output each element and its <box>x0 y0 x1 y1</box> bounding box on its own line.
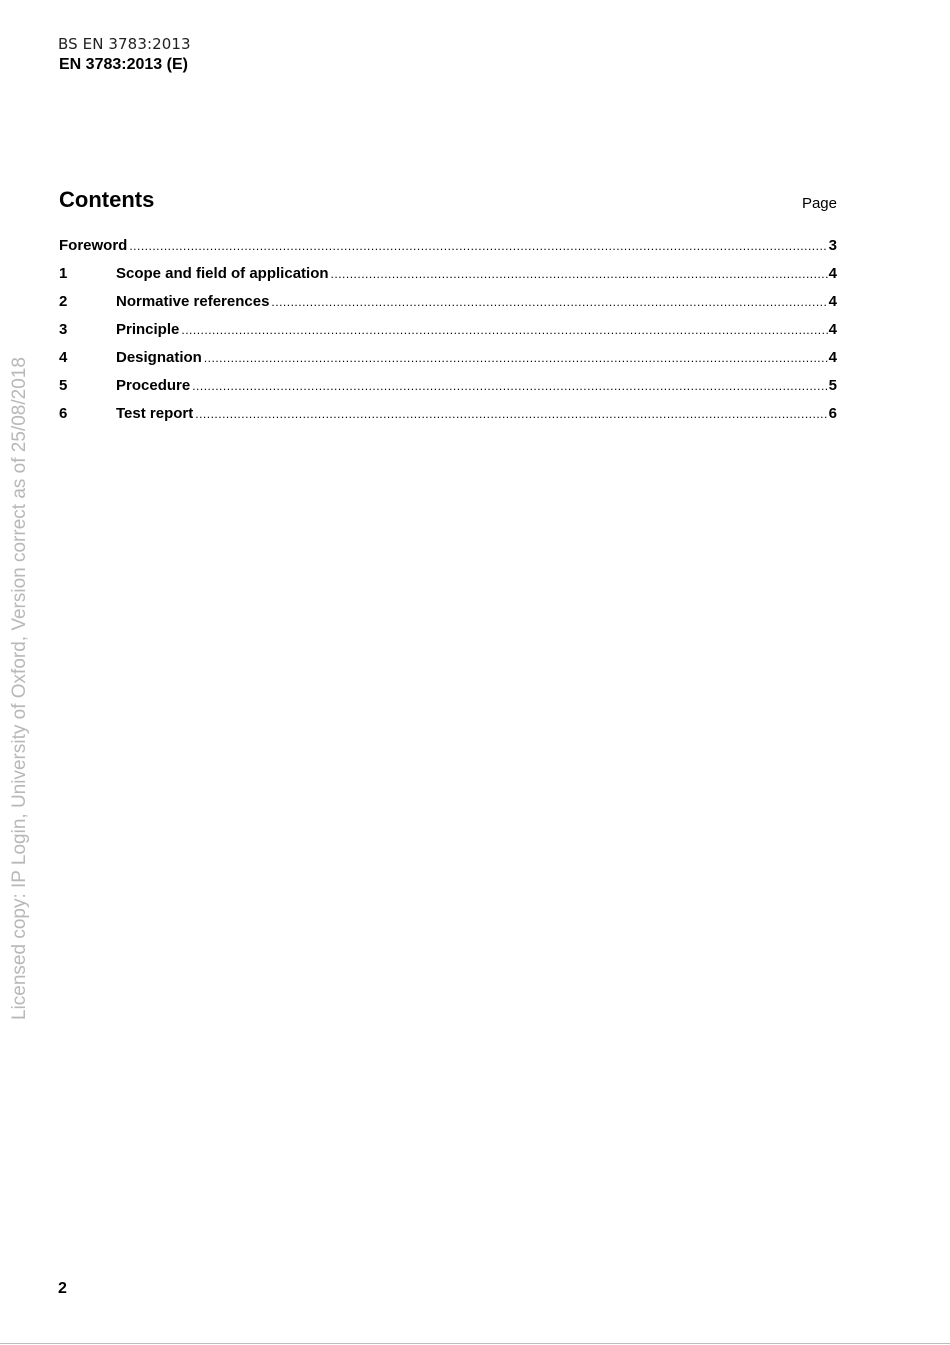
toc-entry-page: 4 <box>828 293 837 310</box>
toc-entry-page: 4 <box>828 349 837 366</box>
toc-entry-title: Test report <box>116 405 194 422</box>
table-of-contents <box>59 237 837 433</box>
toc-entry-procedure[interactable] <box>59 377 837 405</box>
toc-entry-designation[interactable] <box>59 349 837 377</box>
toc-entry-page: 6 <box>828 405 837 422</box>
toc-entry-number: 6 <box>59 405 68 422</box>
toc-entry-foreword[interactable] <box>59 237 837 265</box>
toc-dot-leader <box>195 407 827 421</box>
toc-entry-title: Scope and field of application <box>116 265 329 282</box>
toc-entry-page: 4 <box>828 321 837 338</box>
toc-entry-normative-references[interactable] <box>59 293 837 321</box>
en-identifier: EN 3783:2013 (E) <box>59 56 188 73</box>
toc-dot-leader <box>331 267 828 281</box>
standard-identifier: BS EN 3783:2013 <box>58 35 191 53</box>
toc-entry-number: 4 <box>59 349 68 366</box>
toc-entry-title: Procedure <box>116 377 191 394</box>
toc-entry-number: 5 <box>59 377 68 394</box>
toc-entry-principle[interactable] <box>59 321 837 349</box>
toc-entry-page: 3 <box>828 237 837 254</box>
toc-dot-leader <box>129 239 827 253</box>
toc-entry-page: 4 <box>828 265 837 282</box>
toc-entry-title: Principle <box>116 321 180 338</box>
toc-dot-leader <box>181 323 827 337</box>
toc-entry-title: Normative references <box>116 293 270 310</box>
toc-entry-number: 2 <box>59 293 68 310</box>
license-watermark: Licensed copy: IP Login, University of Oxford, Version correct as of 25/08/2018 <box>9 357 30 1020</box>
toc-dot-leader <box>192 379 827 393</box>
page-column-label: Page <box>801 195 837 212</box>
toc-entry-number: 1 <box>59 265 68 282</box>
toc-entry-title: Designation <box>116 349 202 366</box>
toc-entry-number: 3 <box>59 321 68 338</box>
toc-entry-page: 5 <box>828 377 837 394</box>
toc-dot-leader <box>204 351 828 365</box>
toc-entry-test-report[interactable] <box>59 405 837 433</box>
contents-heading: Contents <box>59 187 155 212</box>
toc-dot-leader <box>271 295 827 309</box>
toc-entry-title: Foreword <box>59 237 128 254</box>
toc-entry-scope[interactable] <box>59 265 837 293</box>
page-number: 2 <box>58 1280 67 1297</box>
